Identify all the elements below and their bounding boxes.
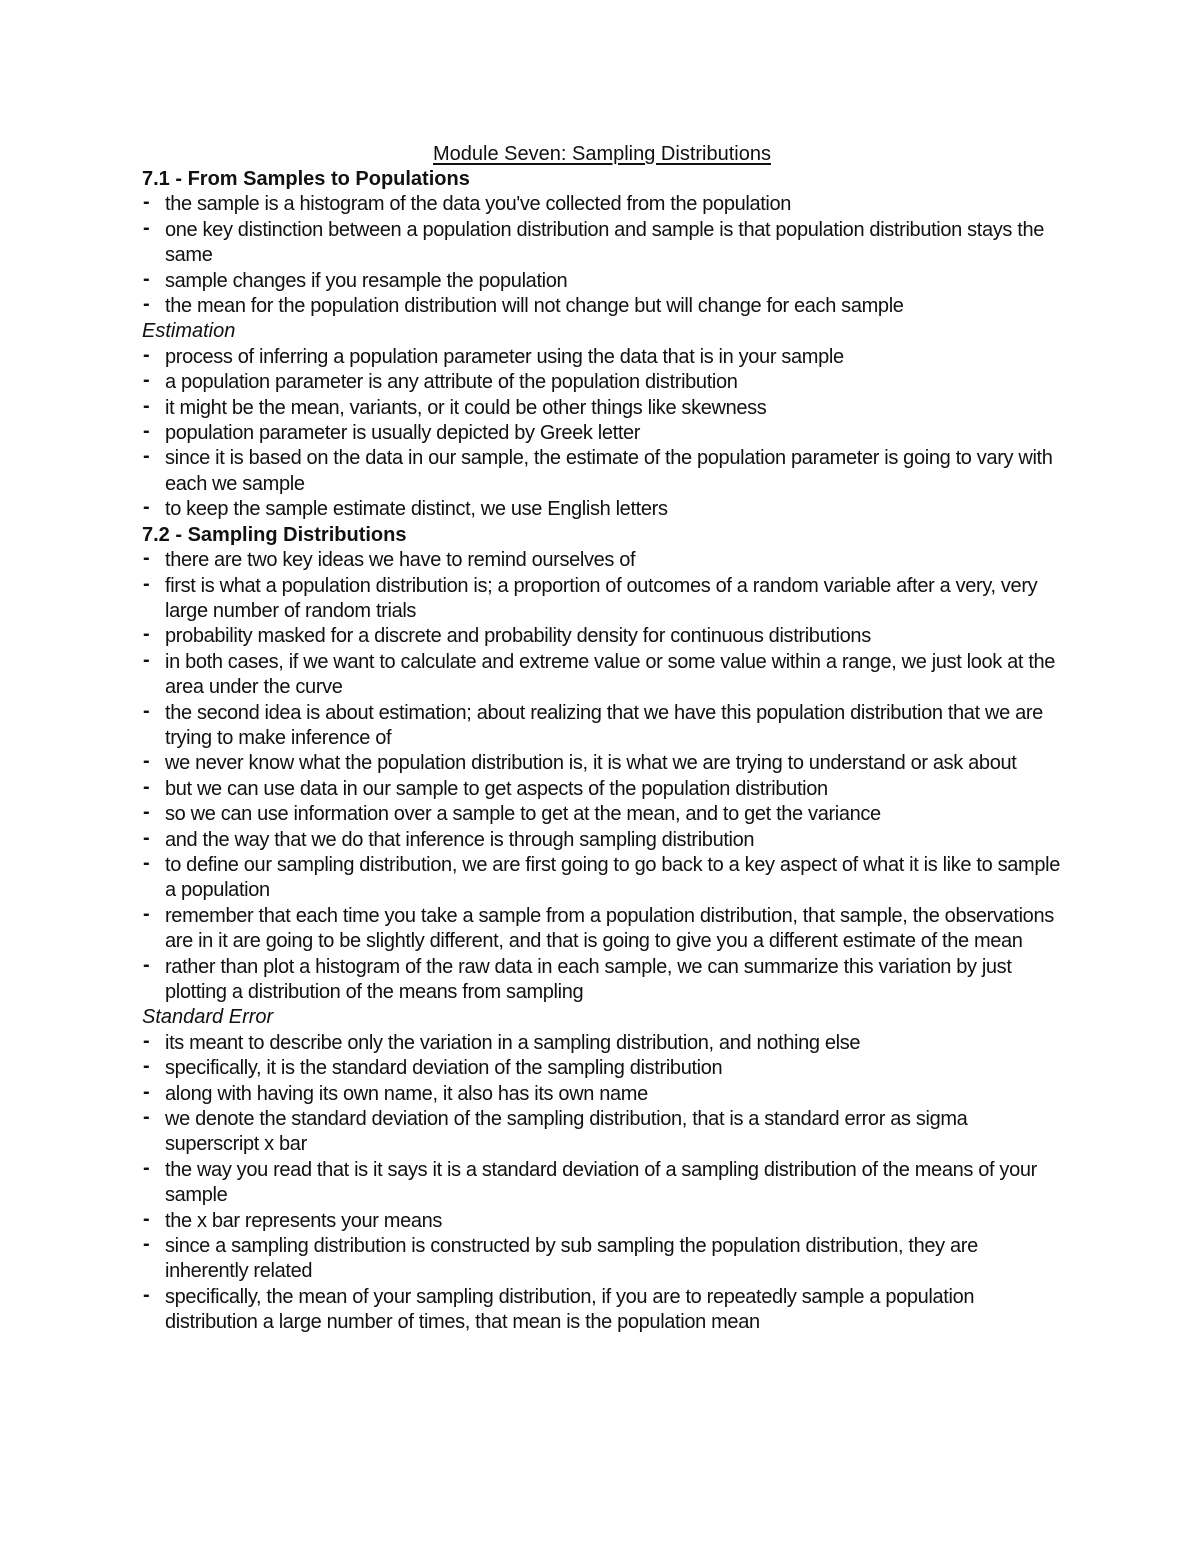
- bullet-item: - in both cases, if we want to calculate and extreme value or some value within a range, we just look at the area under the curve: [142, 650, 1062, 701]
- bullet-list: [142, 345, 1062, 523]
- bullet-item: - specifically, the mean of your sampling distribution, if you are to repeatedly sample a population distribution a large number of times, that mean is the population mean: [142, 1285, 1062, 1336]
- bullet-item: - first is what a population distribution is; a proportion of outcomes of a random variable after a very, very large number of random trials: [142, 574, 1062, 625]
- bullet-item: - process of inferring a population parameter using the data that is in your sample: [142, 345, 1062, 370]
- section-heading: 7.1 - From Samples to Populations: [142, 168, 470, 190]
- document-body: [142, 167, 1062, 1336]
- bullet-list: [142, 1031, 1062, 1336]
- bullet-item: - population parameter is usually depicted by Greek letter: [142, 421, 1062, 446]
- bullet-item: - we never know what the population distribution is, it is what we are trying to understand or ask about: [142, 751, 1062, 776]
- bullet-item: - remember that each time you take a sample from a population distribution, that sample, the observations are in it are going to be slightly different, and that is going to give you a different estimate of the mean: [142, 904, 1062, 955]
- bullet-item: - and the way that we do that inference is through sampling distribution: [142, 828, 1062, 853]
- bullet-list: [142, 548, 1062, 1005]
- document-title: Module Seven: Sampling Distributions: [433, 143, 771, 165]
- document-page: [142, 141, 1062, 1336]
- bullet-item: - there are two key ideas we have to remind ourselves of: [142, 548, 1062, 573]
- bullet-item: - probability masked for a discrete and probability density for continuous distributions: [142, 624, 1062, 649]
- bullet-item: - to define our sampling distribution, we are first going to go back to a key aspect of what it is like to sample a population: [142, 853, 1062, 904]
- bullet-item: - we denote the standard deviation of the sampling distribution, that is a standard error as sigma superscript x bar: [142, 1107, 1062, 1158]
- bullet-item: - rather than plot a histogram of the raw data in each sample, we can summarize this variation by just plotting a distribution of the means from sampling: [142, 955, 1062, 1006]
- bullet-item: - since it is based on the data in our sample, the estimate of the population parameter is going to vary with each we sample: [142, 446, 1062, 497]
- bullet-item: - but we can use data in our sample to get aspects of the population distribution: [142, 777, 1062, 802]
- subsection-heading: Standard Error: [142, 1006, 274, 1029]
- bullet-item: - so we can use information over a sample to get at the mean, and to get the variance: [142, 802, 1062, 827]
- bullet-item: - one key distinction between a population distribution and sample is that population distribution stays the same: [142, 218, 1062, 269]
- bullet-item: - since a sampling distribution is constructed by sub sampling the population distribution, they are inherently related: [142, 1234, 1062, 1285]
- bullet-item: - the way you read that is it says it is a standard deviation of a sampling distribution of the means of your sample: [142, 1158, 1062, 1209]
- bullet-item: - its meant to describe only the variation in a sampling distribution, and nothing else: [142, 1031, 1062, 1056]
- bullet-item: - along with having its own name, it also has its own name: [142, 1082, 1062, 1107]
- subsection-heading: Estimation: [142, 320, 236, 343]
- bullet-item: - a population parameter is any attribute of the population distribution: [142, 370, 1062, 395]
- bullet-item: - the x bar represents your means: [142, 1209, 1062, 1234]
- bullet-item: - sample changes if you resample the population: [142, 269, 1062, 294]
- bullet-item: - the second idea is about estimation; about realizing that we have this population distribution that we are trying to make inference of: [142, 701, 1062, 752]
- section-heading: 7.2 - Sampling Distributions: [142, 523, 407, 546]
- bullet-list: [142, 192, 1062, 319]
- bullet-item: - the mean for the population distribution will not change but will change for each sample: [142, 294, 1062, 319]
- bullet-item: - it might be the mean, variants, or it could be other things like skewness: [142, 396, 1062, 421]
- bullet-item: - to keep the sample estimate distinct, we use English letters: [142, 497, 1062, 522]
- bullet-item: - specifically, it is the standard deviation of the sampling distribution: [142, 1056, 1062, 1081]
- bullet-item: - the sample is a histogram of the data you've collected from the population: [142, 192, 1062, 217]
